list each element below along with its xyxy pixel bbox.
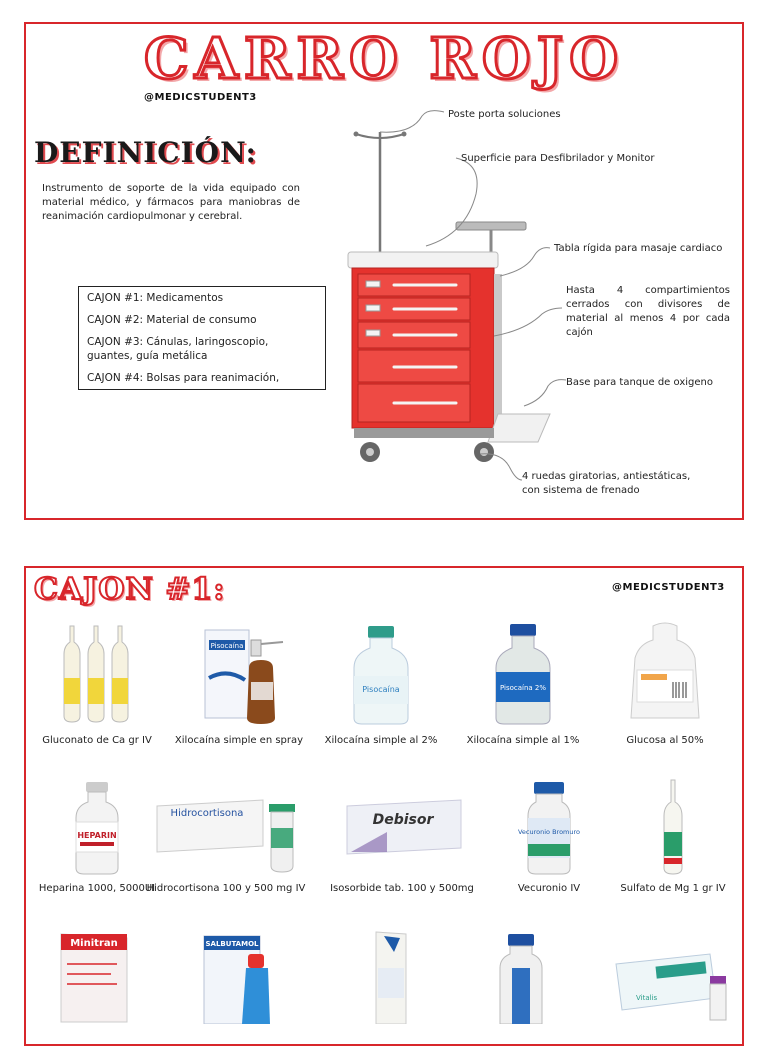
medicine-box-icon <box>606 924 736 1024</box>
vial-icon <box>504 776 594 876</box>
box-label: Debisor <box>372 812 434 828</box>
medication-item <box>602 776 744 896</box>
section-title: CAJON #1: <box>34 572 226 607</box>
label-superficie: Superficie para Desfibrilador y Monitor <box>461 153 655 164</box>
medication-caption: Hidrocortisona 100 y 500 mg IV <box>146 883 306 894</box>
vial-label: Pisocaína <box>362 685 400 694</box>
medication-item <box>600 924 742 1030</box>
definition-text: Instrumento de soporte de la vida equipado con material médico, y fármacos para maniobras de reanimación cardiopulmonar y cerebral. <box>42 183 300 222</box>
medication-item <box>168 924 310 1030</box>
box-label: Minitran <box>70 938 118 949</box>
cajon-item: CAJON #2: Material de consumo <box>87 314 257 326</box>
iv-bag-icon <box>615 618 715 728</box>
label-ruedas: 4 ruedas giratorias, antiestáticas, con sistema de frenado <box>522 471 691 496</box>
vial-icon <box>476 924 566 1024</box>
definition-title: DEFINICIÓN: <box>34 136 257 169</box>
author-handle: @MEDICSTUDENT3 <box>144 92 257 103</box>
medicine-box-icon <box>327 776 477 876</box>
medication-item <box>310 618 452 748</box>
page-title: CARRO ROJO <box>144 26 624 92</box>
medication-item <box>26 618 168 748</box>
inhaler-icon <box>184 924 294 1024</box>
cajon-item: CAJON #3: Cánulas, laringoscopio, guantes, guía metálica <box>87 336 269 362</box>
box-label: Pisocaína <box>210 642 244 650</box>
cajon-item: CAJON #4: Bolsas para reanimación, <box>87 372 280 384</box>
vial-icon <box>336 618 426 728</box>
medicine-box-icon <box>47 924 147 1024</box>
author-handle: @MEDICSTUDENT3 <box>612 582 725 593</box>
medication-caption: Vecuronio IV <box>517 883 581 894</box>
vial-icon <box>478 618 568 728</box>
ampoule-icon <box>52 618 142 728</box>
medication-caption: Xilocaína simple al 2% <box>324 735 438 746</box>
medication-item <box>452 618 594 748</box>
vial-label: Vecuronio Bromuro <box>517 828 581 836</box>
medication-caption: Xilocaína simple al 1% <box>466 735 580 746</box>
vial-icon <box>52 776 142 876</box>
medication-item <box>450 924 592 1030</box>
annotation-leader-lines <box>26 24 742 518</box>
medication-item <box>478 776 620 896</box>
ampoule-icon <box>628 776 718 876</box>
label-base: Base para tanque de oxigeno <box>566 377 713 388</box>
carro-rojo-panel <box>24 22 744 520</box>
vial-label: Pisocaína 2% <box>499 684 547 692</box>
cajon-1-panel <box>24 566 744 1046</box>
box-label: Hidrocortisona <box>170 808 244 819</box>
medication-caption: Heparina 1000, 5000UI <box>38 883 156 894</box>
box-label: SALBUTAMOL <box>205 940 259 948</box>
medication-item <box>168 618 310 748</box>
medicine-box-icon <box>151 776 301 876</box>
spray-bottle-icon <box>179 618 299 728</box>
medication-item <box>322 776 482 896</box>
medication-caption: Isosorbide tab. 100 y 500mg <box>330 883 474 894</box>
vial-label: HEPARIN <box>77 831 117 840</box>
cajon-item: CAJON #1: Medicamentos <box>87 292 224 304</box>
medication-caption: Glucosa al 50% <box>626 735 704 746</box>
medication-item <box>26 924 168 1030</box>
medication-caption: Xilocaína simple en spray <box>174 735 304 746</box>
medicine-box-icon <box>344 924 434 1024</box>
medication-item <box>594 618 736 748</box>
medication-caption: Sulfato de Mg 1 gr IV <box>620 883 726 894</box>
medication-item <box>318 924 460 1030</box>
label-compartimientos: Hasta 4 compartimientos cerrados con divisores de material al menos 4 por cada cajón <box>566 285 730 338</box>
medication-item <box>146 776 306 896</box>
label-poste: Poste porta soluciones <box>448 109 561 120</box>
box-label: Vitalis <box>636 994 658 1002</box>
label-tabla: Tabla rígida para masaje cardiaco <box>554 243 723 254</box>
medication-caption: Gluconato de Ca gr IV <box>42 735 152 746</box>
